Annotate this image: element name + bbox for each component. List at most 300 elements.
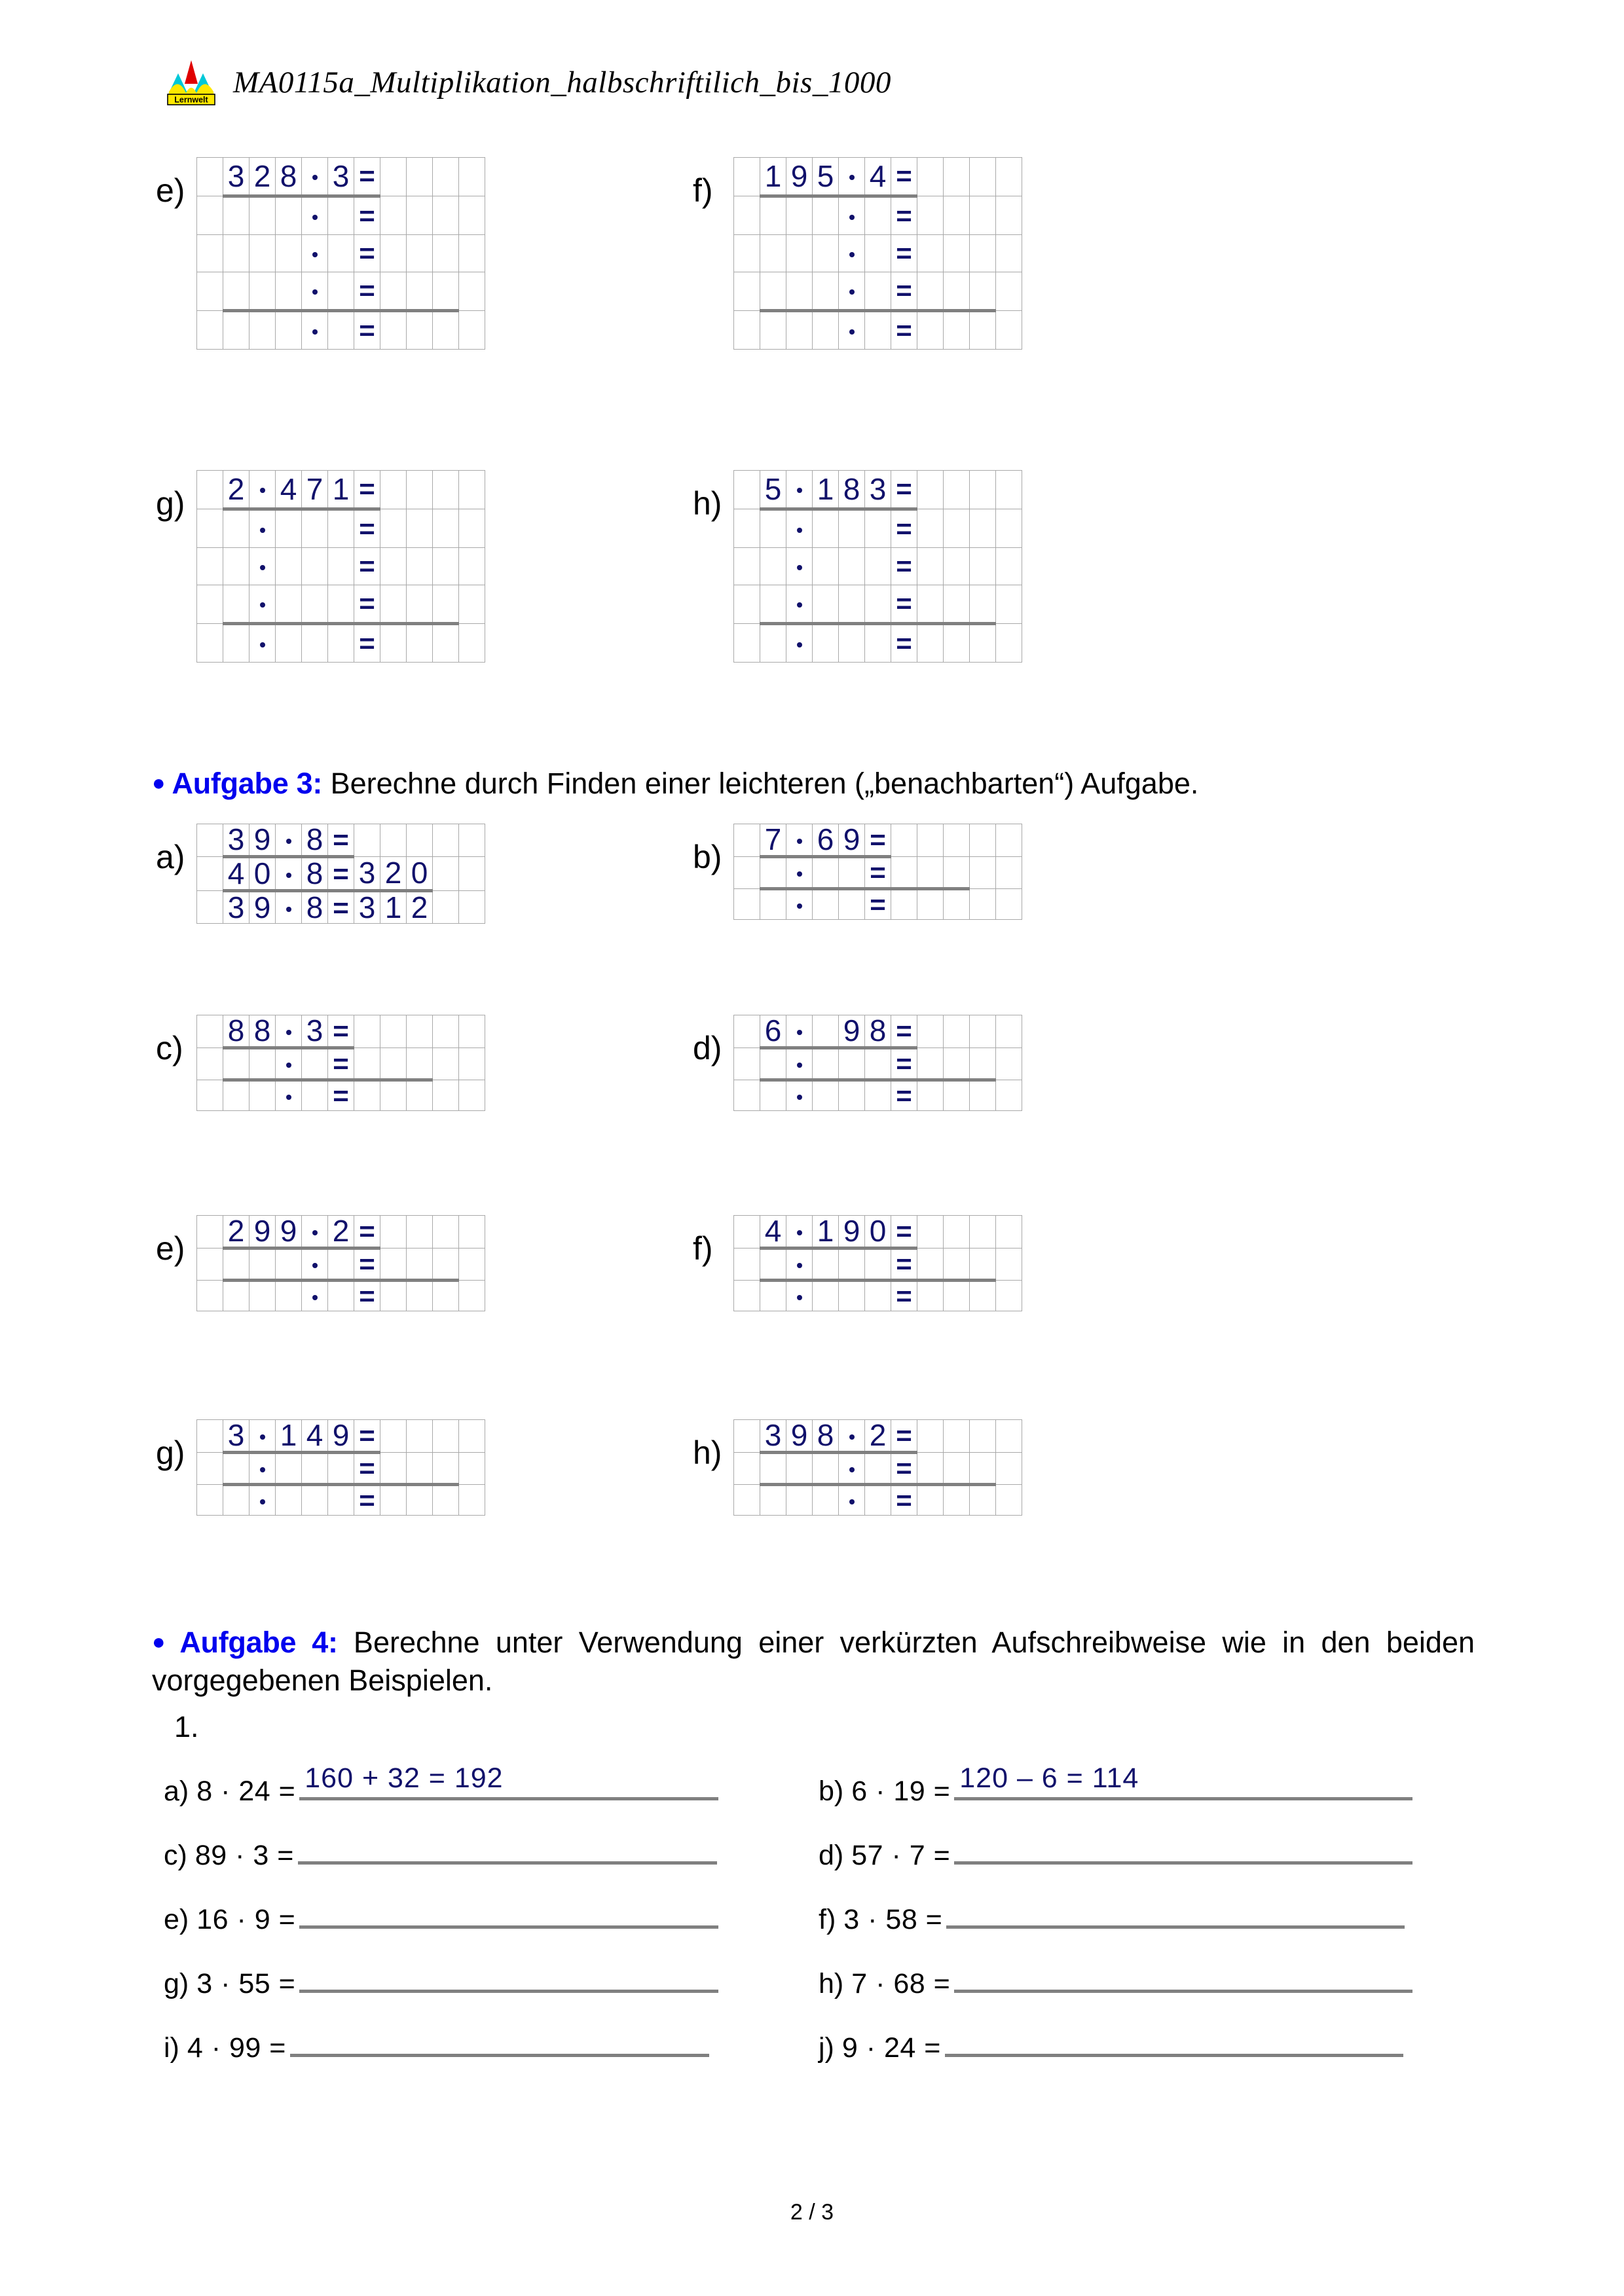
grid-cell[interactable] <box>302 548 328 585</box>
grid-cell[interactable] <box>197 1485 223 1516</box>
grid-cell[interactable] <box>459 585 485 624</box>
grid-cell[interactable] <box>459 824 485 857</box>
grid-cell[interactable] <box>328 158 354 196</box>
grid-cell[interactable] <box>223 1281 249 1311</box>
grid-cell[interactable] <box>197 1453 223 1485</box>
grid-cell[interactable] <box>944 1080 970 1111</box>
grid-cell[interactable] <box>891 1281 917 1311</box>
grid-cell[interactable] <box>970 509 996 548</box>
grid-cell[interactable] <box>839 1248 865 1281</box>
grid-cell[interactable] <box>433 585 459 624</box>
grid-cell[interactable] <box>328 1248 354 1281</box>
grid-cell[interactable] <box>734 824 760 857</box>
grid-cell[interactable] <box>970 1281 996 1311</box>
grid-cell[interactable] <box>354 585 380 624</box>
grid-cell[interactable] <box>996 1248 1022 1281</box>
grid-cell[interactable] <box>917 1420 944 1453</box>
grid-host[interactable] <box>196 824 485 924</box>
grid-cell[interactable] <box>760 824 786 857</box>
grid-cell[interactable] <box>302 1048 328 1080</box>
grid-cell[interactable] <box>328 471 354 509</box>
grid-cell[interactable] <box>459 1248 485 1281</box>
grid-cell[interactable] <box>249 1048 276 1080</box>
grid-cell[interactable] <box>302 196 328 235</box>
grid-cell[interactable] <box>734 1216 760 1248</box>
grid-cell[interactable] <box>328 1048 354 1080</box>
grid-cell[interactable] <box>380 891 407 924</box>
calculation-grid[interactable] <box>733 824 1022 920</box>
grid-cell[interactable] <box>197 158 223 196</box>
grid-cell[interactable] <box>917 1485 944 1516</box>
grid-cell[interactable] <box>813 311 839 350</box>
grid-cell[interactable] <box>276 272 302 311</box>
grid-cell[interactable] <box>786 889 813 920</box>
grid-cell[interactable] <box>302 235 328 272</box>
grid-cell[interactable] <box>891 235 917 272</box>
grid-cell[interactable] <box>276 509 302 548</box>
grid-cell[interactable] <box>917 1216 944 1248</box>
grid-cell[interactable] <box>734 857 760 889</box>
grid-cell[interactable] <box>760 158 786 196</box>
grid-cell[interactable] <box>302 1248 328 1281</box>
grid-cell[interactable] <box>944 824 970 857</box>
grid-cell[interactable] <box>433 824 459 857</box>
grid-cell[interactable] <box>996 471 1022 509</box>
grid-cell[interactable] <box>839 509 865 548</box>
grid-cell[interactable] <box>734 624 760 663</box>
grid-cell[interactable] <box>328 857 354 891</box>
grid-cell[interactable] <box>891 1248 917 1281</box>
grid-cell[interactable] <box>917 624 944 663</box>
grid-cell[interactable] <box>891 311 917 350</box>
grid-cell[interactable] <box>459 1048 485 1080</box>
grid-cell[interactable] <box>865 1216 891 1248</box>
grid-cell[interactable] <box>354 471 380 509</box>
grid-cell[interactable] <box>197 1420 223 1453</box>
grid-cell[interactable] <box>459 1281 485 1311</box>
grid-cell[interactable] <box>407 1485 433 1516</box>
grid-cell[interactable] <box>328 311 354 350</box>
grid-cell[interactable] <box>249 272 276 311</box>
grid-host[interactable] <box>733 157 1022 350</box>
grid-cell[interactable] <box>328 1216 354 1248</box>
grid-cell[interactable] <box>813 272 839 311</box>
grid-cell[interactable] <box>380 158 407 196</box>
grid-cell[interactable] <box>276 1281 302 1311</box>
grid-cell[interactable] <box>760 548 786 585</box>
answer-blank[interactable] <box>299 1960 718 1993</box>
grid-cell[interactable] <box>839 196 865 235</box>
grid-cell[interactable] <box>813 889 839 920</box>
grid-host[interactable] <box>733 470 1022 663</box>
grid-cell[interactable] <box>734 1080 760 1111</box>
grid-cell[interactable] <box>944 272 970 311</box>
grid-cell[interactable] <box>813 196 839 235</box>
grid-cell[interactable] <box>786 1281 813 1311</box>
grid-host[interactable] <box>733 1215 1022 1311</box>
grid-cell[interactable] <box>865 272 891 311</box>
grid-cell[interactable] <box>970 1485 996 1516</box>
grid-cell[interactable] <box>996 235 1022 272</box>
grid-cell[interactable] <box>223 235 249 272</box>
grid-cell[interactable] <box>223 1248 249 1281</box>
grid-cell[interactable] <box>760 311 786 350</box>
grid-cell[interactable] <box>302 509 328 548</box>
grid-cell[interactable] <box>839 1453 865 1485</box>
grid-cell[interactable] <box>760 1248 786 1281</box>
grid-cell[interactable] <box>760 1080 786 1111</box>
grid-cell[interactable] <box>302 272 328 311</box>
grid-cell[interactable] <box>944 1248 970 1281</box>
grid-cell[interactable] <box>380 1420 407 1453</box>
grid-cell[interactable] <box>407 548 433 585</box>
calculation-grid[interactable] <box>196 1215 485 1311</box>
grid-cell[interactable] <box>760 471 786 509</box>
grid-host[interactable] <box>733 1015 1022 1111</box>
grid-cell[interactable] <box>734 158 760 196</box>
grid-cell[interactable] <box>197 509 223 548</box>
grid-cell[interactable] <box>996 1420 1022 1453</box>
grid-cell[interactable] <box>760 889 786 920</box>
grid-cell[interactable] <box>249 857 276 891</box>
grid-cell[interactable] <box>302 1281 328 1311</box>
grid-cell[interactable] <box>865 1015 891 1048</box>
grid-cell[interactable] <box>813 1015 839 1048</box>
grid-cell[interactable] <box>197 235 223 272</box>
grid-cell[interactable] <box>407 1420 433 1453</box>
grid-cell[interactable] <box>223 1453 249 1485</box>
calculation-grid[interactable] <box>196 1419 485 1516</box>
grid-cell[interactable] <box>734 471 760 509</box>
grid-cell[interactable] <box>459 1420 485 1453</box>
grid-cell[interactable] <box>970 1216 996 1248</box>
grid-cell[interactable] <box>996 548 1022 585</box>
calculation-grid[interactable] <box>196 1015 485 1111</box>
grid-cell[interactable] <box>944 1048 970 1080</box>
grid-cell[interactable] <box>996 1453 1022 1485</box>
grid-cell[interactable] <box>433 891 459 924</box>
grid-cell[interactable] <box>839 857 865 889</box>
grid-cell[interactable] <box>197 1015 223 1048</box>
grid-cell[interactable] <box>786 311 813 350</box>
grid-cell[interactable] <box>197 824 223 857</box>
grid-cell[interactable] <box>917 889 944 920</box>
grid-cell[interactable] <box>944 158 970 196</box>
grid-cell[interactable] <box>249 1248 276 1281</box>
grid-cell[interactable] <box>249 509 276 548</box>
grid-cell[interactable] <box>734 548 760 585</box>
grid-cell[interactable] <box>380 471 407 509</box>
calculation-grid[interactable] <box>196 470 485 663</box>
grid-cell[interactable] <box>786 272 813 311</box>
grid-cell[interactable] <box>760 1420 786 1453</box>
grid-cell[interactable] <box>459 272 485 311</box>
grid-cell[interactable] <box>302 158 328 196</box>
grid-cell[interactable] <box>459 235 485 272</box>
grid-cell[interactable] <box>223 585 249 624</box>
grid-cell[interactable] <box>970 548 996 585</box>
grid-cell[interactable] <box>786 235 813 272</box>
grid-cell[interactable] <box>786 1420 813 1453</box>
grid-cell[interactable] <box>459 857 485 891</box>
grid-cell[interactable] <box>839 471 865 509</box>
grid-cell[interactable] <box>223 824 249 857</box>
grid-cell[interactable] <box>760 235 786 272</box>
grid-host[interactable] <box>196 1419 485 1516</box>
grid-cell[interactable] <box>996 585 1022 624</box>
grid-cell[interactable] <box>433 235 459 272</box>
grid-cell[interactable] <box>891 196 917 235</box>
grid-cell[interactable] <box>302 1080 328 1111</box>
grid-cell[interactable] <box>380 1485 407 1516</box>
grid-cell[interactable] <box>380 1048 407 1080</box>
grid-cell[interactable] <box>380 1015 407 1048</box>
grid-cell[interactable] <box>786 857 813 889</box>
grid-cell[interactable] <box>813 1216 839 1248</box>
grid-cell[interactable] <box>734 196 760 235</box>
grid-host[interactable] <box>196 1215 485 1311</box>
grid-cell[interactable] <box>302 1420 328 1453</box>
grid-cell[interactable] <box>354 509 380 548</box>
grid-cell[interactable] <box>302 624 328 663</box>
grid-cell[interactable] <box>865 1248 891 1281</box>
grid-cell[interactable] <box>380 272 407 311</box>
grid-cell[interactable] <box>407 158 433 196</box>
grid-cell[interactable] <box>276 1485 302 1516</box>
grid-cell[interactable] <box>407 857 433 891</box>
grid-cell[interactable] <box>407 1048 433 1080</box>
grid-cell[interactable] <box>302 1015 328 1048</box>
grid-cell[interactable] <box>249 891 276 924</box>
grid-cell[interactable] <box>970 471 996 509</box>
grid-host[interactable] <box>733 1419 1022 1516</box>
grid-cell[interactable] <box>459 1216 485 1248</box>
answer-blank[interactable] <box>299 1896 718 1929</box>
grid-cell[interactable] <box>813 585 839 624</box>
grid-cell[interactable] <box>354 1216 380 1248</box>
grid-cell[interactable] <box>249 158 276 196</box>
grid-cell[interactable] <box>223 311 249 350</box>
grid-cell[interactable] <box>734 889 760 920</box>
grid-cell[interactable] <box>459 1015 485 1048</box>
grid-cell[interactable] <box>433 272 459 311</box>
grid-cell[interactable] <box>328 548 354 585</box>
grid-cell[interactable] <box>407 824 433 857</box>
grid-cell[interactable] <box>223 1420 249 1453</box>
grid-cell[interactable] <box>734 272 760 311</box>
grid-cell[interactable] <box>223 471 249 509</box>
grid-cell[interactable] <box>813 1248 839 1281</box>
answer-blank[interactable] <box>299 1762 718 1800</box>
grid-cell[interactable] <box>839 585 865 624</box>
grid-cell[interactable] <box>760 624 786 663</box>
grid-cell[interactable] <box>839 311 865 350</box>
grid-cell[interactable] <box>944 1281 970 1311</box>
grid-cell[interactable] <box>786 1453 813 1485</box>
grid-cell[interactable] <box>354 311 380 350</box>
grid-cell[interactable] <box>865 585 891 624</box>
grid-cell[interactable] <box>433 1080 459 1111</box>
grid-cell[interactable] <box>917 235 944 272</box>
grid-cell[interactable] <box>433 1281 459 1311</box>
grid-cell[interactable] <box>302 857 328 891</box>
grid-cell[interactable] <box>865 1080 891 1111</box>
grid-cell[interactable] <box>433 311 459 350</box>
grid-cell[interactable] <box>813 824 839 857</box>
grid-cell[interactable] <box>865 509 891 548</box>
grid-cell[interactable] <box>839 1048 865 1080</box>
grid-cell[interactable] <box>970 585 996 624</box>
grid-cell[interactable] <box>197 1248 223 1281</box>
grid-cell[interactable] <box>407 235 433 272</box>
grid-cell[interactable] <box>865 1485 891 1516</box>
grid-cell[interactable] <box>786 471 813 509</box>
grid-cell[interactable] <box>917 1453 944 1485</box>
grid-cell[interactable] <box>302 1485 328 1516</box>
grid-cell[interactable] <box>328 235 354 272</box>
grid-cell[interactable] <box>917 509 944 548</box>
grid-cell[interactable] <box>760 585 786 624</box>
grid-cell[interactable] <box>459 624 485 663</box>
grid-cell[interactable] <box>865 196 891 235</box>
grid-cell[interactable] <box>839 824 865 857</box>
grid-cell[interactable] <box>433 1015 459 1048</box>
calculation-grid[interactable] <box>196 824 485 924</box>
grid-cell[interactable] <box>865 1420 891 1453</box>
grid-host[interactable] <box>733 824 1022 920</box>
grid-cell[interactable] <box>996 1281 1022 1311</box>
grid-cell[interactable] <box>302 891 328 924</box>
grid-cell[interactable] <box>786 1248 813 1281</box>
grid-cell[interactable] <box>944 1216 970 1248</box>
grid-cell[interactable] <box>433 509 459 548</box>
grid-cell[interactable] <box>276 471 302 509</box>
grid-cell[interactable] <box>354 1420 380 1453</box>
grid-cell[interactable] <box>459 311 485 350</box>
grid-cell[interactable] <box>354 158 380 196</box>
grid-cell[interactable] <box>328 585 354 624</box>
grid-cell[interactable] <box>970 889 996 920</box>
grid-cell[interactable] <box>223 1485 249 1516</box>
grid-cell[interactable] <box>891 548 917 585</box>
grid-cell[interactable] <box>276 1453 302 1485</box>
calculation-grid[interactable] <box>733 470 1022 663</box>
grid-cell[interactable] <box>223 624 249 663</box>
grid-cell[interactable] <box>328 624 354 663</box>
grid-cell[interactable] <box>760 1453 786 1485</box>
grid-cell[interactable] <box>223 196 249 235</box>
grid-cell[interactable] <box>891 1015 917 1048</box>
grid-cell[interactable] <box>223 857 249 891</box>
grid-cell[interactable] <box>328 891 354 924</box>
grid-cell[interactable] <box>328 1420 354 1453</box>
grid-cell[interactable] <box>407 1216 433 1248</box>
grid-cell[interactable] <box>249 548 276 585</box>
grid-cell[interactable] <box>354 1453 380 1485</box>
grid-cell[interactable] <box>407 1453 433 1485</box>
grid-cell[interactable] <box>459 471 485 509</box>
grid-cell[interactable] <box>249 196 276 235</box>
grid-cell[interactable] <box>839 235 865 272</box>
grid-cell[interactable] <box>970 1248 996 1281</box>
grid-cell[interactable] <box>813 1485 839 1516</box>
grid-cell[interactable] <box>276 196 302 235</box>
grid-cell[interactable] <box>944 1015 970 1048</box>
grid-cell[interactable] <box>223 158 249 196</box>
grid-cell[interactable] <box>760 509 786 548</box>
grid-cell[interactable] <box>249 585 276 624</box>
grid-cell[interactable] <box>996 624 1022 663</box>
grid-cell[interactable] <box>459 509 485 548</box>
grid-cell[interactable] <box>276 1248 302 1281</box>
grid-cell[interactable] <box>813 1420 839 1453</box>
grid-cell[interactable] <box>354 235 380 272</box>
grid-cell[interactable] <box>197 624 223 663</box>
grid-cell[interactable] <box>223 1080 249 1111</box>
grid-cell[interactable] <box>249 1216 276 1248</box>
grid-cell[interactable] <box>249 235 276 272</box>
grid-cell[interactable] <box>917 272 944 311</box>
grid-cell[interactable] <box>917 1048 944 1080</box>
grid-cell[interactable] <box>786 1048 813 1080</box>
grid-cell[interactable] <box>276 548 302 585</box>
grid-cell[interactable] <box>407 196 433 235</box>
grid-cell[interactable] <box>407 1080 433 1111</box>
grid-cell[interactable] <box>433 1420 459 1453</box>
grid-cell[interactable] <box>813 1453 839 1485</box>
grid-cell[interactable] <box>944 585 970 624</box>
grid-cell[interactable] <box>996 196 1022 235</box>
grid-cell[interactable] <box>249 1485 276 1516</box>
grid-cell[interactable] <box>433 1048 459 1080</box>
grid-cell[interactable] <box>891 1420 917 1453</box>
grid-cell[interactable] <box>734 1420 760 1453</box>
grid-cell[interactable] <box>459 196 485 235</box>
grid-cell[interactable] <box>734 585 760 624</box>
grid-cell[interactable] <box>354 548 380 585</box>
grid-cell[interactable] <box>407 1015 433 1048</box>
calculation-grid[interactable] <box>733 1419 1022 1516</box>
grid-cell[interactable] <box>276 824 302 857</box>
grid-cell[interactable] <box>839 158 865 196</box>
grid-cell[interactable] <box>944 1485 970 1516</box>
grid-cell[interactable] <box>917 548 944 585</box>
grid-cell[interactable] <box>917 1281 944 1311</box>
grid-cell[interactable] <box>249 311 276 350</box>
grid-cell[interactable] <box>459 1453 485 1485</box>
grid-cell[interactable] <box>891 471 917 509</box>
grid-cell[interactable] <box>813 548 839 585</box>
grid-cell[interactable] <box>891 1080 917 1111</box>
answer-blank[interactable] <box>954 1832 1412 1865</box>
grid-cell[interactable] <box>760 1281 786 1311</box>
calculation-grid[interactable] <box>733 1015 1022 1111</box>
grid-cell[interactable] <box>380 1080 407 1111</box>
grid-cell[interactable] <box>380 585 407 624</box>
grid-cell[interactable] <box>891 624 917 663</box>
grid-cell[interactable] <box>223 509 249 548</box>
grid-cell[interactable] <box>197 311 223 350</box>
grid-cell[interactable] <box>996 1216 1022 1248</box>
answer-blank[interactable] <box>945 2024 1403 2057</box>
grid-cell[interactable] <box>996 311 1022 350</box>
grid-cell[interactable] <box>734 1015 760 1048</box>
grid-cell[interactable] <box>970 272 996 311</box>
grid-cell[interactable] <box>223 272 249 311</box>
grid-cell[interactable] <box>328 1015 354 1048</box>
grid-cell[interactable] <box>970 158 996 196</box>
grid-cell[interactable] <box>328 1080 354 1111</box>
